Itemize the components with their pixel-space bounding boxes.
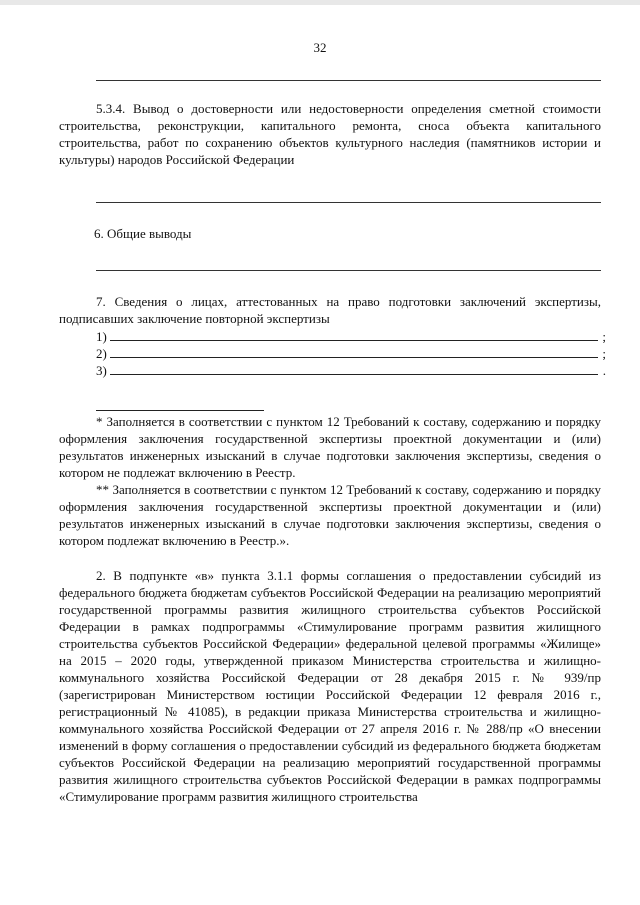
signer-number: 1) bbox=[96, 329, 107, 344]
blank-line bbox=[96, 202, 601, 203]
footnote-1: * Заполняется в соответствии с пунктом 12 Требований к составу, содержанию и порядку оформления заключения государственной экспертизы проектной документации и (или) результатов инженерных изысканий в случае подготовки заключения экспертизы, сведения о котором не подлежат включению в Реестр. bbox=[59, 414, 601, 480]
page-number: 32 bbox=[313, 40, 327, 55]
signer-number: 2) bbox=[96, 346, 107, 361]
page-top-edge bbox=[0, 0, 640, 5]
footnote-separator bbox=[96, 410, 264, 411]
footnote-2: ** Заполняется в соответствии с пунктом 12 Требований к составу, содержанию и порядку оформления заключения государственной экспертизы проектной документации и (или) результатов инженерных изысканий в случае подготовки заключения экспертизы, сведения о котором подлежат включению в Реестр.». bbox=[59, 482, 601, 548]
line-terminator: ; bbox=[602, 346, 606, 361]
section-7: 7. Сведения о лицах, аттестованных на право подготовки заключений экспертизы, подписавших заключение повторной экспертизы bbox=[59, 294, 601, 326]
fill-line bbox=[110, 340, 598, 341]
section-6-heading: 6. Общие выводы bbox=[94, 226, 192, 241]
item-2-paragraph: 2. В подпункте «в» пункта 3.1.1 формы соглашения о предоставлении субсидий из федерального бюджета бюджетам субъектов Российской Федерации на реализацию мероприятий государственной программы развития жилищного строительства субъектов Российской Федерации в рамках подпрограммы «Стимулирование программ развития жилищного строительства субъектов Российской Федерации» федеральной целевой программы «Жилище» на 2015 – 2020 годы, утвержденной приказом Министерства строительства и жилищно-коммунального хозяйства Российской Федерации от 28 декабря 2015 г. № 939/пр (зарегистрирован Министерством юстиции Российской Федерации 12 февраля 2016 г., регистрационный № 41085), в редакции приказа Министерства строительства и жилищно-коммунального хозяйства Российской Федерации от 27 апреля 2016 г. № 288/пр «О внесении изменений в форму соглашения о предоставлении субсидий из федерального бюджета бюджетам субъектов Российской Федерации на реализацию мероприятий государственной программы развития жилищного строительства субъектов Российской Федерации в рамках подпрограммы «Стимулирование программ развития жилищного строительства bbox=[59, 568, 601, 804]
signer-number: 3) bbox=[96, 363, 107, 378]
fill-line bbox=[110, 357, 598, 358]
signer-line-3 bbox=[96, 362, 606, 379]
blank-line bbox=[96, 270, 601, 271]
line-terminator: . bbox=[602, 363, 606, 378]
signer-line-2 bbox=[96, 345, 606, 362]
fill-line bbox=[110, 374, 598, 375]
line-terminator: ; bbox=[602, 329, 606, 344]
section-5-3-4: 5.3.4. Вывод о достоверности или недостоверности определения сметной стоимости строительства, реконструкции, капитального ремонта, сноса объекта капитального строительства, работ по сохранению объектов культурного наследия (памятников истории и культуры) народов Российской Федерации bbox=[59, 101, 601, 167]
blank-line bbox=[96, 80, 601, 81]
signer-line-1 bbox=[96, 328, 606, 345]
